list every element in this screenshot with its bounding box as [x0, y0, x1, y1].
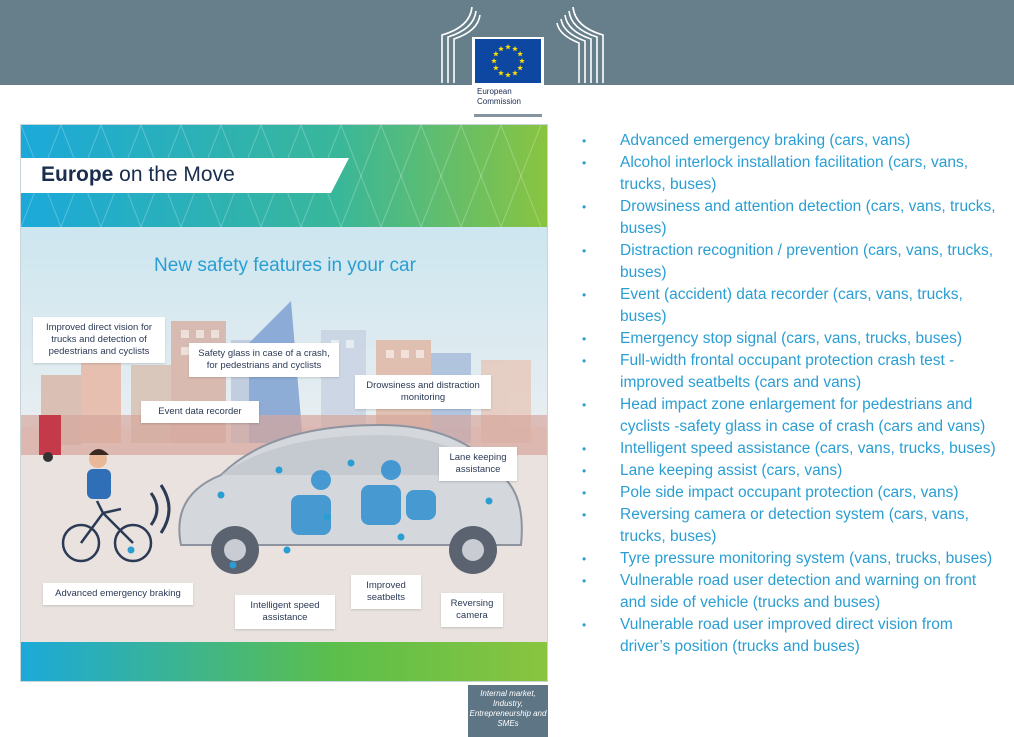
bullet-icon: • [582, 552, 587, 566]
eu-star-icon [519, 58, 525, 63]
eu-star-icon [493, 65, 499, 70]
callout-improved-seatbelts: Improved seatbelts [351, 575, 421, 609]
bullet-icon: • [582, 156, 587, 170]
feature-item [578, 482, 1003, 504]
feature-item [578, 152, 1003, 196]
feature-text: Tyre pressure monitoring system (vans, trucks, buses) [620, 550, 993, 567]
feature-text: Lane keeping assist (cars, vans) [620, 462, 843, 479]
feature-item [578, 438, 1003, 460]
poster-title-bold: Europe [41, 163, 114, 186]
bullet-icon: • [582, 574, 587, 588]
eu-star-icon [505, 72, 511, 77]
callout-improved-direct-vision: Improved direct vision for trucks and detection of pedestrians and cyclists [33, 317, 165, 363]
feature-text: Advanced emergency braking (cars, vans) [620, 132, 911, 149]
bullet-icon: • [582, 332, 587, 346]
logo-text [477, 87, 521, 107]
dg-grow-label: Internal market, Industry, Entrepreneurship and SMEs [468, 685, 548, 737]
callout-advanced-braking: Advanced emergency braking [43, 583, 193, 605]
bullet-icon: • [582, 288, 587, 302]
bullet-icon: • [582, 398, 587, 412]
feature-text: Event (accident) data recorder (cars, vans, trucks, buses) [620, 286, 963, 325]
feature-text: Distraction recognition / prevention (cars, vans, trucks, buses) [620, 242, 994, 281]
bullet-icon: • [582, 442, 587, 456]
callout-lane-keeping: Lane keeping assistance [439, 447, 517, 481]
feature-text: Drowsiness and attention detection (cars, vans, trucks, buses) [620, 198, 996, 237]
callout-event-data-recorder: Event data recorder [141, 401, 259, 423]
bullet-icon: • [582, 200, 587, 214]
feature-text: Full-width frontal occupant protection crash test - improved seatbelts (cars and vans) [620, 352, 955, 391]
poster-bottom-band [21, 642, 548, 682]
logo-line-2: Commission [477, 97, 522, 106]
feature-item [578, 350, 1003, 394]
feature-item [578, 284, 1003, 328]
feature-item [578, 196, 1003, 240]
logo-underline [474, 114, 542, 117]
feature-item [578, 328, 1003, 350]
callout-safety-glass: Safety glass in case of a crash, for pedestrians and cyclists [189, 343, 339, 377]
eu-star-icon [498, 70, 504, 75]
feature-text: Pole side impact occupant protection (cars, vans) [620, 484, 959, 501]
eu-flag-icon [475, 39, 541, 83]
safety-poster [20, 124, 548, 682]
eu-star-icon [491, 58, 497, 63]
eu-star-icon [505, 44, 511, 49]
feature-item [578, 548, 1003, 570]
feature-text: Alcohol interlock installation facilitation (cars, vans, trucks, buses) [620, 154, 969, 193]
eu-star-icon [493, 51, 499, 56]
logo-line-1: European [477, 87, 512, 96]
bullet-icon: • [582, 486, 587, 500]
callout-reversing-camera: Reversing camera [441, 593, 503, 627]
bullet-icon: • [582, 618, 587, 632]
feature-text: Vulnerable road user improved direct vision from driver’s position (trucks and buses) [620, 616, 953, 655]
poster-heading: New safety features in your car [154, 255, 416, 276]
feature-text: Head impact zone enlargement for pedestrians and cyclists -safety glass in case of crash (cars and vans) [620, 396, 986, 435]
eu-star-icon [517, 65, 523, 70]
feature-list [578, 130, 1003, 658]
bullet-icon: • [582, 244, 587, 258]
eu-star-icon [512, 46, 518, 51]
feature-text: Vulnerable road user detection and warning on front and side of vehicle (trucks and buses) [620, 572, 977, 611]
feature-text: Reversing camera or detection system (cars, vans, trucks, buses) [620, 506, 969, 545]
callout-drowsiness-monitoring: Drowsiness and distraction monitoring [355, 375, 491, 409]
european-commission-logo [472, 37, 544, 117]
bullet-icon: • [582, 508, 587, 522]
feature-item [578, 614, 1003, 658]
eu-star-icon [512, 70, 518, 75]
bullet-icon: • [582, 354, 587, 368]
poster-title-rest: on the Move [113, 163, 235, 186]
bullet-icon: • [582, 134, 587, 148]
feature-item [578, 130, 1003, 152]
eu-star-icon [517, 51, 523, 56]
feature-item [578, 570, 1003, 614]
callout-intelligent-speed: Intelligent speed assistance [235, 595, 335, 629]
feature-item [578, 460, 1003, 482]
eu-star-icon [498, 46, 504, 51]
feature-item [578, 240, 1003, 284]
bullet-icon: • [582, 464, 587, 478]
feature-item [578, 394, 1003, 438]
feature-text: Emergency stop signal (cars, vans, trucks, buses) [620, 330, 962, 347]
feature-item [578, 504, 1003, 548]
feature-text: Intelligent speed assistance (cars, vans, trucks, buses) [620, 440, 996, 457]
